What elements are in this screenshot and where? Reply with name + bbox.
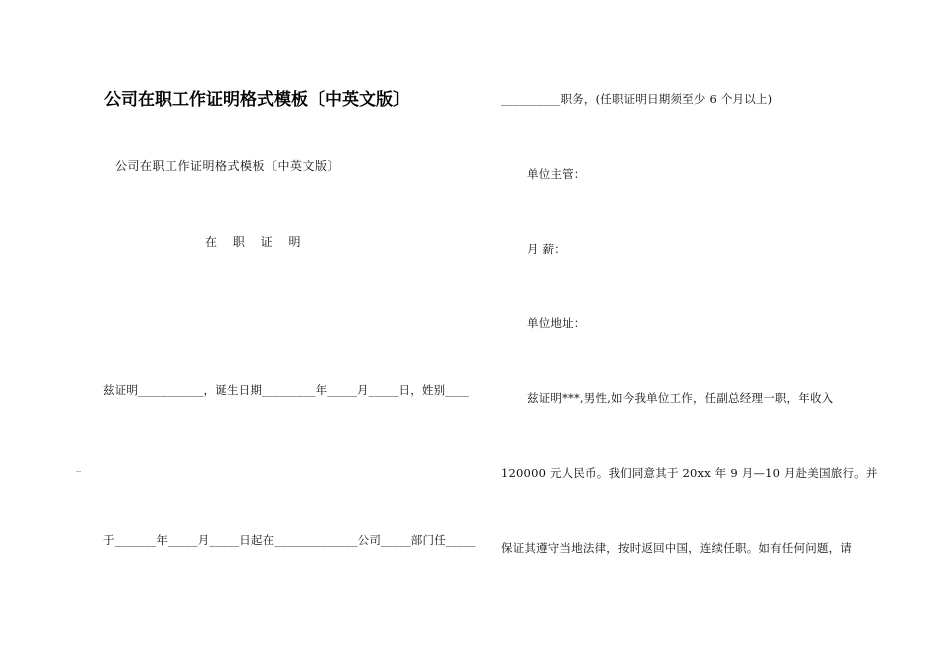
- certificate-heading: 在 职 证 明: [205, 235, 307, 249]
- certificate-line-2: 于_______年_____月_____日起在______________公司_____部门任_____: [103, 533, 476, 547]
- address-label: 单位地址：: [527, 316, 586, 330]
- salary-label: 月 薪：: [527, 242, 566, 256]
- statement-paragraph-line-2: 120000 元人民币。我们同意其于 20xx 年 9 月—10 月赴美国旅行。并: [501, 466, 878, 480]
- certificate-line-1: 兹证明___________，诞生日期_________年_____月_____日，姓别____: [103, 383, 470, 397]
- document-title: 公司在职工作证明格式模板〔中英文版〕: [104, 90, 410, 110]
- margin-mark: _: [76, 461, 81, 472]
- statement-paragraph-line-3: 保证其遵守当地法律，按时返回中国，连续任职。如有任何问题，请: [501, 541, 852, 555]
- supervisor-label: 单位主管：: [527, 167, 586, 181]
- position-line: __________职务，(任职证明日期须至少 6 个月以上): [501, 92, 773, 106]
- document-subtitle: 公司在职工作证明格式模板〔中英文版〕: [115, 159, 341, 173]
- statement-paragraph-line-1: 兹证明***,男性,如今我单位工作，任副总经理一职，年收入: [527, 391, 834, 405]
